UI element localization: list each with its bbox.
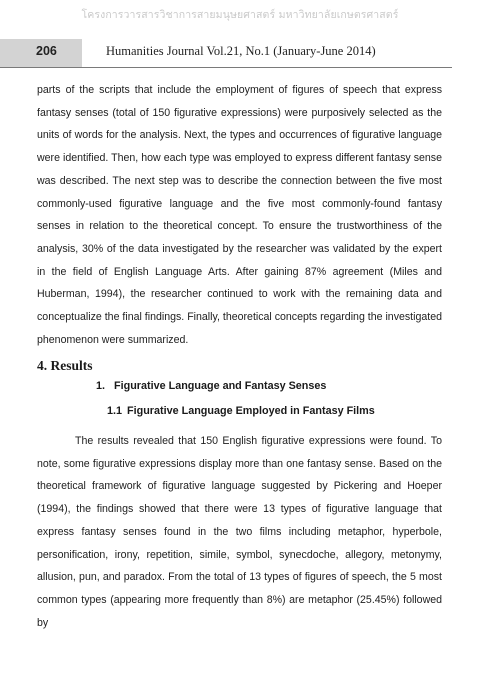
page-number: 206 (36, 44, 57, 58)
subheading-text: Figurative Language and Fantasy Senses (114, 380, 327, 392)
body-paragraph-results: The results revealed that 150 English figurative expressions were found. To note, some figurative expressions display more than one fantasy sense. Based on the theoretical framework of figurative language suggested by Pickering and Hoeper (1994), the findings showed that there were 13 types of figurative language that express fantasy senses found in the two films including metaphor, hyperbole, personification, irony, repetition, simile, symbol, synecdoche, allegory, metonymy, allusion, pun, and paradox. From the total of 13 types of figures of speech, the 5 most common types (appearing more frequently than 8%) are metaphor (25.45%) followed by (37, 435, 442, 629)
subheading-number: 1.1 (107, 405, 123, 417)
subheading-text: Figurative Language Employed in Fantasy Films (127, 405, 375, 417)
section-heading-results: 4. Results (37, 358, 93, 373)
body-paragraph-methodology: parts of the scripts that include the employment of figures of speech that express fantasy senses (total of 150 figurative expressions) were purposively selected as the units of words for the analysis. Next, the types and occurrences of figurative language were identified. Then, how each type was employed to express different fantasy sense was described. The next step was to describe the connection between the five most commonly-used figurative language and the five most commonly-found fantasy senses in relation to the theoretical concept. To ensure the trustworthiness of the analysis, 30% of the data investigated by the researcher was validated by the expert in the field of English Language Arts. After gaining 87% agreement (Miles and Huberman, 1994), the researcher continued to work with the remaining data and conceptualize the final findings. Finally, theoretical concepts regarding the investigated phenomenon were summarized. (37, 84, 442, 346)
subheading-number: 1. (96, 380, 106, 392)
subheading-figurative-language-employed (107, 405, 375, 417)
subheading-figurative-language-fantasy-senses (96, 380, 326, 392)
header-divider (0, 67, 452, 68)
watermark-text: โครงการวารสารวิชาการสายมนุษยศาสตร์ มหาวิทยาลัยเกษตรศาสตร์ (81, 9, 399, 21)
journal-running-header: Humanities Journal Vol.21, No.1 (January-June 2014) (106, 44, 376, 58)
